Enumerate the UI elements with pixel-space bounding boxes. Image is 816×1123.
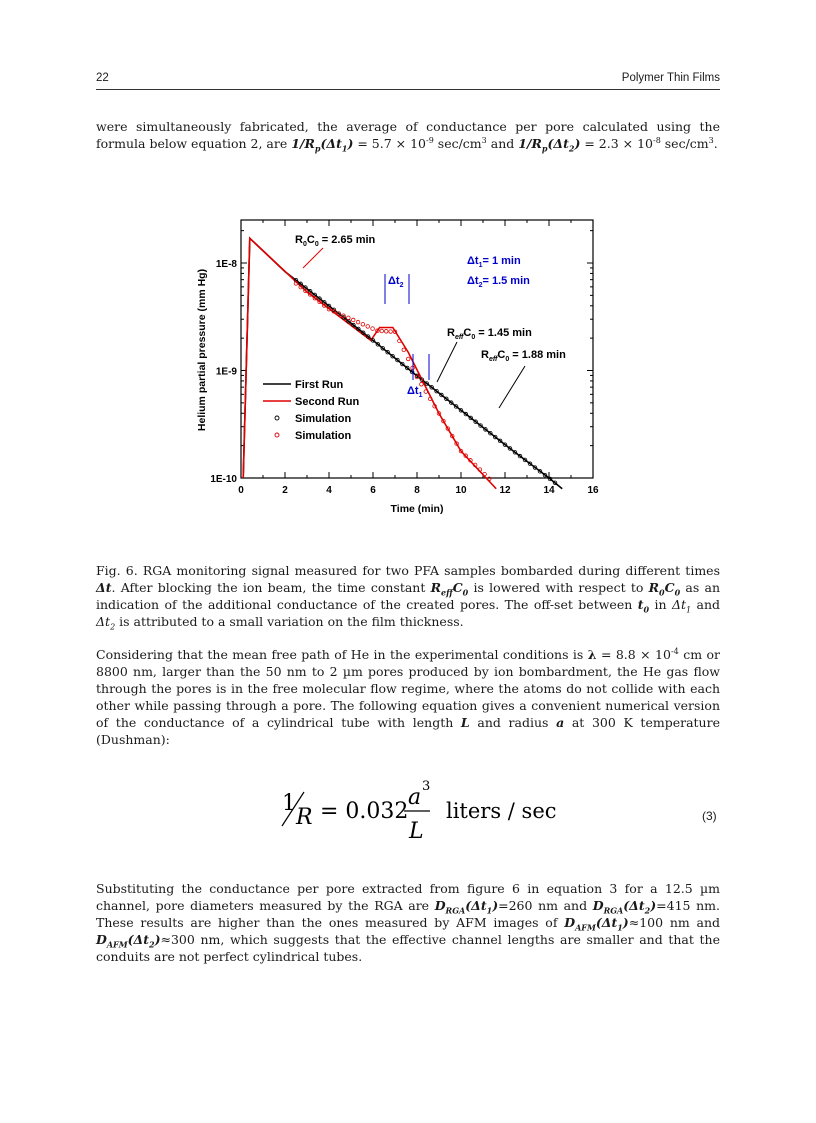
annotation-arrow-r0c0 (303, 248, 323, 268)
intro-paragraph: were simultaneously fabricated, the average of conductance per pore calculated using the formula below equation 2, are $1/R_p(\Delta t_1) = 5.7 \times 10^{-9}$ $\sec/cm^3$ and $1/R_p(\Delta t_2) = 2.3 \times 10^{-8}$ $\sec/cm^3$. (96, 119, 720, 154)
x-tick-label: 12 (499, 485, 511, 496)
simulation-point (361, 322, 365, 326)
simulation-point (347, 316, 351, 320)
legend-marker-sim-black (275, 416, 279, 420)
annotation-dt1-eq: $\Delta t_1= 1$ min (467, 255, 521, 269)
legend-simulation-black: Simulation (295, 413, 352, 425)
eq-coefficient: = 0.032 (320, 799, 409, 824)
x-tick-label: 16 (587, 485, 599, 496)
simulation-point (424, 390, 428, 394)
equation-3 (276, 776, 576, 846)
y-tick-label: 1E-10 (210, 474, 237, 485)
paragraph-pore-diameters: Substituting the conductance per pore extracted from figure 6 in equation 3 for a 12.5 µm channel, pore diameters measured by the RGA are $D_{RGA}(\Delta t_1)=260$ nm and $D_{RGA}(\Delta t_2)=415$ nm. These results are higher than the ones measured by AFM images of $D_{AFM}(\Delta t_1)\approx 100$ nm and $D_{AFM}(\Delta t_2)\approx 300$ nm, which suggests that the effective channel lengths are smaller and that the conduits are not perfect cylindrical tubes. (96, 881, 720, 964)
legend (263, 379, 359, 442)
simulation-point (384, 329, 388, 333)
rga-chart (185, 212, 625, 522)
legend-second-run: Second Run (295, 396, 360, 408)
header-rule (96, 89, 720, 90)
simulation-point (380, 329, 384, 333)
eq-denominator-L: L (409, 819, 424, 844)
eq-units: liters / sec (446, 799, 557, 823)
simulation-point (420, 382, 424, 386)
running-title: Polymer Thin Films (621, 72, 720, 84)
eq-R: R (296, 805, 313, 830)
eq-exponent: 3 (422, 779, 431, 794)
simulation-point (356, 320, 360, 324)
annotation-reff1: $R_{eff}C_0 = 1.45$ min (447, 327, 532, 341)
x-tick-label: 8 (414, 485, 420, 496)
legend-first-run: First Run (295, 379, 344, 391)
simulation-point (402, 348, 406, 352)
x-axis-label: Time (min) (390, 503, 444, 515)
y-axis-label: Helium partial pressure (mm Hg) (196, 268, 208, 432)
x-tick-label: 14 (543, 485, 555, 496)
annotation-arrow-reff2 (499, 366, 525, 408)
annotation-dt2: $\Delta t_2$ (388, 275, 404, 289)
annotation-arrow-reff1 (437, 342, 457, 382)
eq-numerator-a: a (408, 785, 422, 810)
annotation-dt1: $\Delta t_1$ (407, 385, 423, 399)
page-header (96, 72, 720, 88)
x-tick-label: 4 (326, 485, 332, 496)
annotation-r0c0: $R_0C_0 = 2.65$ min (295, 234, 376, 248)
paragraph-mean-free-path: Considering that the mean free path of He in the experimental conditions is $\lambda = 8.8 \times 10^{-4}$ cm or 8800 nm, larger than the 50 nm to 2 µm pores produced by ion bombardment, the He gas flow through the pores is in the free molecular flow regime, where the atoms do not collide with each other while passing through a pore. The following equation gives a convenient numerical version of the conductance of a cylindrical tube with length L and radius a at 300 K temperature (Dushman): (96, 646, 720, 747)
equation-number: (3) (702, 809, 717, 823)
simulation-point (366, 325, 370, 329)
x-tick-label: 10 (455, 485, 467, 496)
y-tick-label: 1E-8 (215, 259, 237, 270)
simulation-point (371, 327, 375, 331)
simulation-point (406, 357, 410, 361)
x-tick-label: 2 (282, 485, 288, 496)
page-number: 22 (96, 72, 109, 84)
simulation-point (351, 318, 355, 322)
eq-numerator-one: 1 (282, 791, 296, 816)
legend-marker-sim-red (275, 433, 279, 437)
annotation-reff2: $R_{eff}C_0 = 1.88$ min (481, 349, 566, 363)
simulation-point (389, 330, 393, 334)
figure-caption: Fig. 6. RGA monitoring signal measured for two PFA samples bombarded during different times Δt. After blocking the ion beam, the time constant $R_{eff}C_0$ is lowered with respect to $R_0C_0$ as an indication of the additional conductance of the created pores. The off-set between $t_0$ in $\Delta t_1$ and $\Delta t_2$ is attributed to a small variation on the film thickness. (96, 563, 721, 632)
annotation-dt2-eq: $\Delta t_2= 1.5$ min (467, 275, 530, 289)
legend-simulation-red: Simulation (295, 430, 352, 442)
y-tick-label: 1E-9 (215, 366, 237, 378)
x-tick-label: 0 (238, 485, 244, 496)
series-line (243, 238, 496, 488)
x-tick-label: 6 (370, 485, 376, 496)
